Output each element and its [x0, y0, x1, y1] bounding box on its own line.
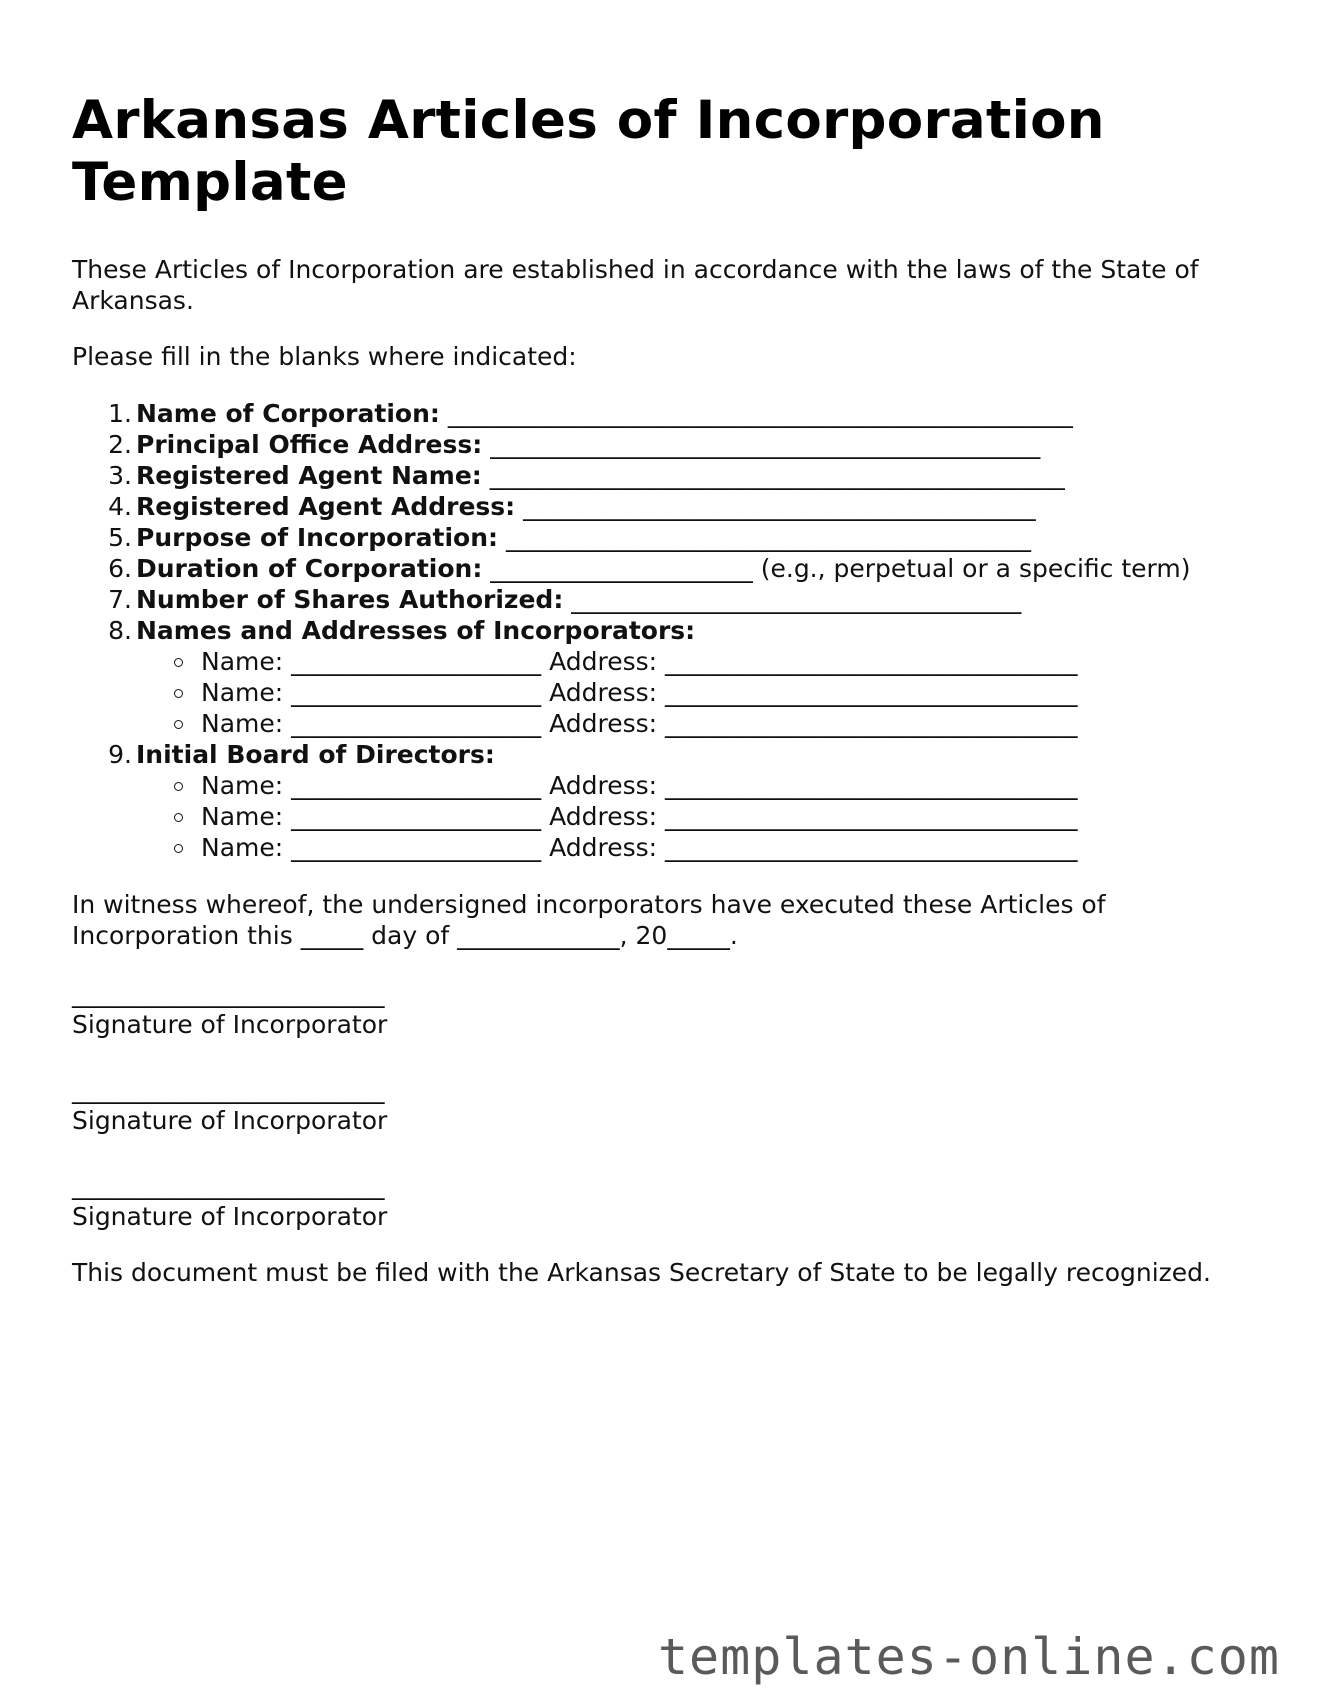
- field-label: Principal Office Address:: [136, 430, 483, 459]
- address-blank: _________________________________: [665, 678, 1078, 707]
- name-blank: ____________________: [291, 771, 542, 800]
- signature-block: [72, 1170, 1252, 1232]
- item-number: 4 .: [102, 491, 132, 522]
- list-item-registered-agent-address: [108, 491, 1252, 522]
- duration-of-corporation-blank: _____________________: [490, 554, 753, 583]
- bullet-icon: [174, 689, 183, 698]
- item-number: 3 .: [102, 460, 132, 491]
- name-blank: ____________________: [291, 802, 542, 831]
- name-blank: ____________________: [291, 647, 542, 676]
- name-label: Name:: [201, 771, 284, 800]
- signature-block: [72, 1074, 1252, 1136]
- list-item-directors: [108, 739, 1252, 863]
- registered-agent-address-blank: _________________________________________: [523, 492, 1036, 521]
- bullet-icon: [174, 782, 183, 791]
- signature-label: Signature of Incorporator: [72, 1106, 388, 1135]
- item-number: 8 .: [102, 615, 132, 646]
- incorporators-list: [136, 646, 1252, 739]
- list-item-duration-of-corporation: [108, 553, 1252, 584]
- item-number: 5 .: [102, 522, 132, 553]
- signature-line: _________________________: [72, 979, 385, 1008]
- director-row: [201, 832, 1252, 863]
- signature-line: _________________________: [72, 1075, 385, 1104]
- filing-note: This document must be filed with the Arkansas Secretary of State to be legally recognized.: [72, 1258, 1211, 1287]
- directors-list: [136, 770, 1252, 863]
- field-label: Duration of Corporation:: [136, 554, 483, 583]
- bullet-icon: [174, 813, 183, 822]
- address-blank: _________________________________: [665, 647, 1078, 676]
- field-label: Registered Agent Address:: [136, 492, 516, 521]
- name-blank: ____________________: [291, 709, 542, 738]
- list-item-purpose-of-incorporation: [108, 522, 1252, 553]
- address-label: Address:: [549, 833, 658, 862]
- item-number: 9 .: [102, 739, 132, 770]
- field-label: Initial Board of Directors:: [136, 740, 495, 769]
- signature-block: [72, 978, 1252, 1040]
- address-blank: _________________________________: [665, 833, 1078, 862]
- address-label: Address:: [549, 647, 658, 676]
- field-label: Purpose of Incorporation:: [136, 523, 498, 552]
- incorporator-row: [201, 677, 1252, 708]
- number-of-shares-blank: ____________________________________: [571, 585, 1022, 614]
- bullet-icon: [174, 720, 183, 729]
- bullet-icon: [174, 844, 183, 853]
- signature-label: Signature of Incorporator: [72, 1010, 388, 1039]
- field-label: Name of Corporation:: [136, 399, 440, 428]
- name-label: Name:: [201, 709, 284, 738]
- list-item-number-of-shares: [108, 584, 1252, 615]
- registered-agent-name-blank: ______________________________________________: [489, 461, 1065, 490]
- signature-line: _________________________: [72, 1171, 385, 1200]
- director-row: [201, 801, 1252, 832]
- list-item-name-of-corporation: [108, 398, 1252, 429]
- purpose-of-incorporation-blank: __________________________________________: [505, 523, 1031, 552]
- watermark: templates-online.com: [657, 1628, 1280, 1686]
- name-of-corporation-blank: __________________________________________________: [447, 399, 1073, 428]
- director-row: [201, 770, 1252, 801]
- address-blank: _________________________________: [665, 802, 1078, 831]
- address-blank: _________________________________: [665, 709, 1078, 738]
- intro-paragraph: These Articles of Incorporation are established in accordance with the laws of the State of Arkansas.: [72, 255, 1199, 315]
- field-label: Number of Shares Authorized:: [136, 585, 564, 614]
- list-item-registered-agent-name: [108, 460, 1252, 491]
- document-page: [72, 90, 1252, 1288]
- duration-hint: (e.g., perpetual or a specific term): [760, 554, 1191, 583]
- bullet-icon: [174, 658, 183, 667]
- field-label: Registered Agent Name:: [136, 461, 482, 490]
- name-label: Name:: [201, 678, 284, 707]
- address-blank: _________________________________: [665, 771, 1078, 800]
- name-label: Name:: [201, 802, 284, 831]
- fields-list: [72, 398, 1252, 863]
- address-label: Address:: [549, 709, 658, 738]
- list-item-incorporators: [108, 615, 1252, 739]
- item-number: 6 .: [102, 553, 132, 584]
- item-number: 1 .: [102, 398, 132, 429]
- instruction-text: Please fill in the blanks where indicated:: [72, 342, 577, 371]
- address-label: Address:: [549, 771, 658, 800]
- list-item-principal-office-address: [108, 429, 1252, 460]
- address-label: Address:: [549, 802, 658, 831]
- principal-office-address-blank: ____________________________________________: [490, 430, 1041, 459]
- signature-label: Signature of Incorporator: [72, 1202, 388, 1231]
- document-title: Arkansas Articles of Incorporation Template: [72, 90, 1105, 213]
- field-label: Names and Addresses of Incorporators:: [136, 616, 696, 645]
- name-blank: ____________________: [291, 833, 542, 862]
- item-number: 2 .: [102, 429, 132, 460]
- name-label: Name:: [201, 833, 284, 862]
- name-blank: ____________________: [291, 678, 542, 707]
- witness-paragraph: In witness whereof, the undersigned incorporators have executed these Articles of Incorporation this _____ day of _____________, 20_____.: [72, 890, 1106, 950]
- item-number: 7 .: [102, 584, 132, 615]
- name-label: Name:: [201, 647, 284, 676]
- address-label: Address:: [549, 678, 658, 707]
- incorporator-row: [201, 708, 1252, 739]
- incorporator-row: [201, 646, 1252, 677]
